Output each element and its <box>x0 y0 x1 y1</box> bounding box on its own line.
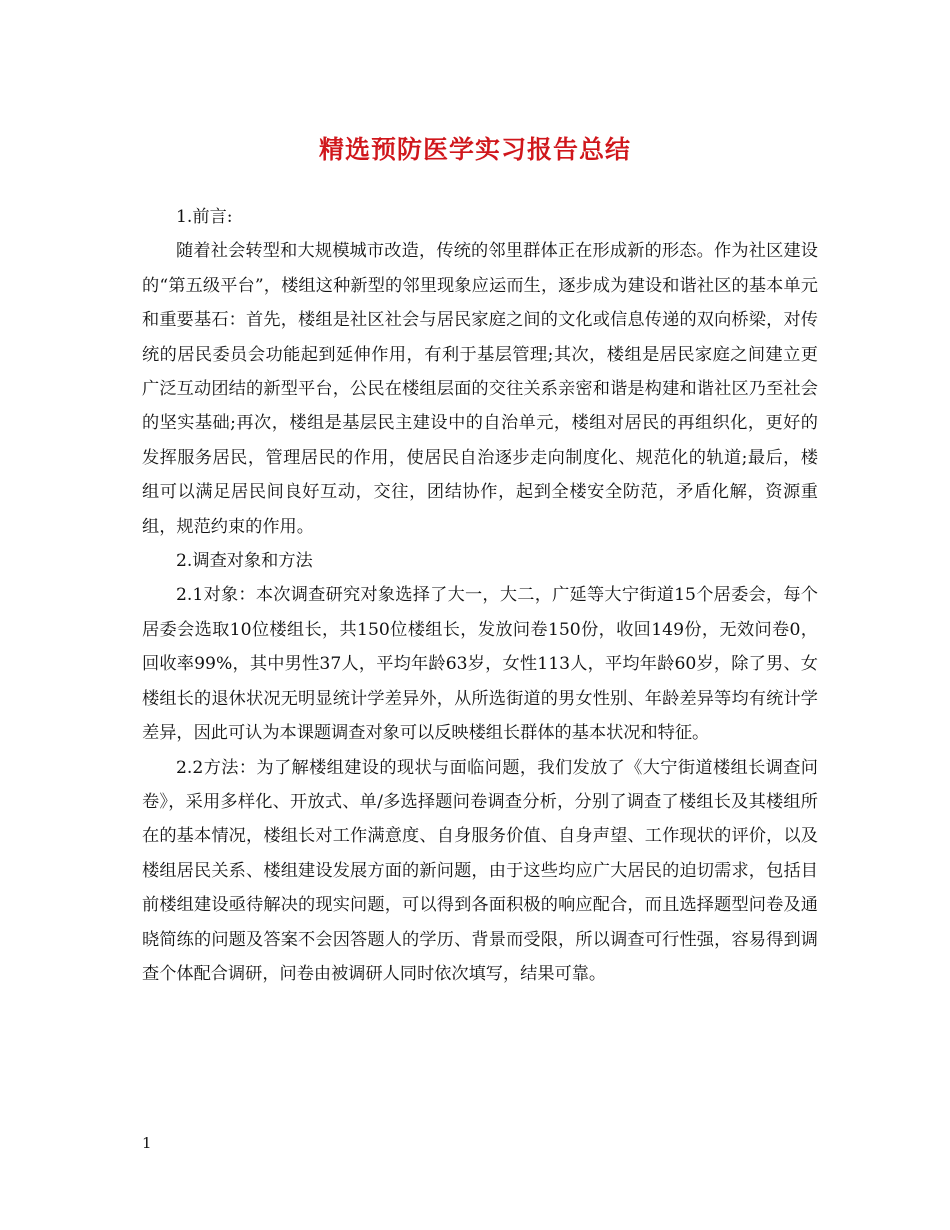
paragraph-subjects: 2.1对象：本次调查研究对象选择了大一，大二，广延等大宁街道15个居委会，每个居委会选取10位楼组长，共150位楼组长，发放问卷150份，收回149份，无效问卷0，回收率99%，其中男性37人，平均年龄63岁，女性113人，平均年龄60岁，除了男、女楼组长的退休状况无明显统计学差异外，从所选街道的男女性别、年龄差异等均有统计学差异，因此可认为本课题调查对象可以反映楼组长群体的基本状况和特征。 <box>142 585 818 744</box>
paragraph-methods: 2.2方法：为了解楼组建设的现状与面临问题，我们发放了《大宁街道楼组长调查问卷》，采用多样化、开放式、单/多选择题问卷调查分析，分别了调查了楼组长及其楼组所在的基本情况，楼组长对工作满意度、自身服务价值、自身声望、工作现状的评价，以及楼组居民关系、楼组建设发展方面的新问题，由于这些均应广大居民的迫切需求，包括目前楼组建设亟待解决的现实问题，可以得到各面积极的响应配合，而且选择题型问卷及通晓简练的问题及答案不会因答题人的学历、背景而受限，所以调查可行性强，容易得到调查个体配合调研，问卷由被调研人同时依次填写，结果可靠。 <box>142 757 818 984</box>
document-title: 精选预防医学实习报告总结 <box>318 135 631 164</box>
paragraph-introduction: 随着社会转型和大规模城市改造，传统的邻里群体正在形成新的形态。作为社区建设的“第五级平台”，楼组这种新型的邻里现象应运而生，逐步成为建设和谐社区的基本单元和重要基石：首先，楼组是社区社会与居民家庭之间的文化或信息传递的双向桥梁，对传统的居民委员会功能起到延伸作用，有利于基层管理;其次，楼组是居民家庭之间建立更广泛互动团结的新型平台，公民在楼组层面的交往关系亲密和谐是构建和谐社区乃至社会的坚实基础;再次，楼组是基层民主建设中的自治单元，楼组对居民的再组织化，更好的发挥服务居民，管理居民的作用，使居民自治逐步走向制度化、规范化的轨道;最后，楼组可以满足居民间良好互动，交往，团结协作，起到全楼安全防范，矛盾化解，资源重组，规范约束的作用。 <box>142 241 818 537</box>
page-number: 1 <box>142 1134 152 1152</box>
section-heading-introduction: 1.前言: <box>176 207 233 227</box>
document-body <box>142 200 818 991</box>
section-heading-methods: 2.调查对象和方法 <box>176 551 313 572</box>
